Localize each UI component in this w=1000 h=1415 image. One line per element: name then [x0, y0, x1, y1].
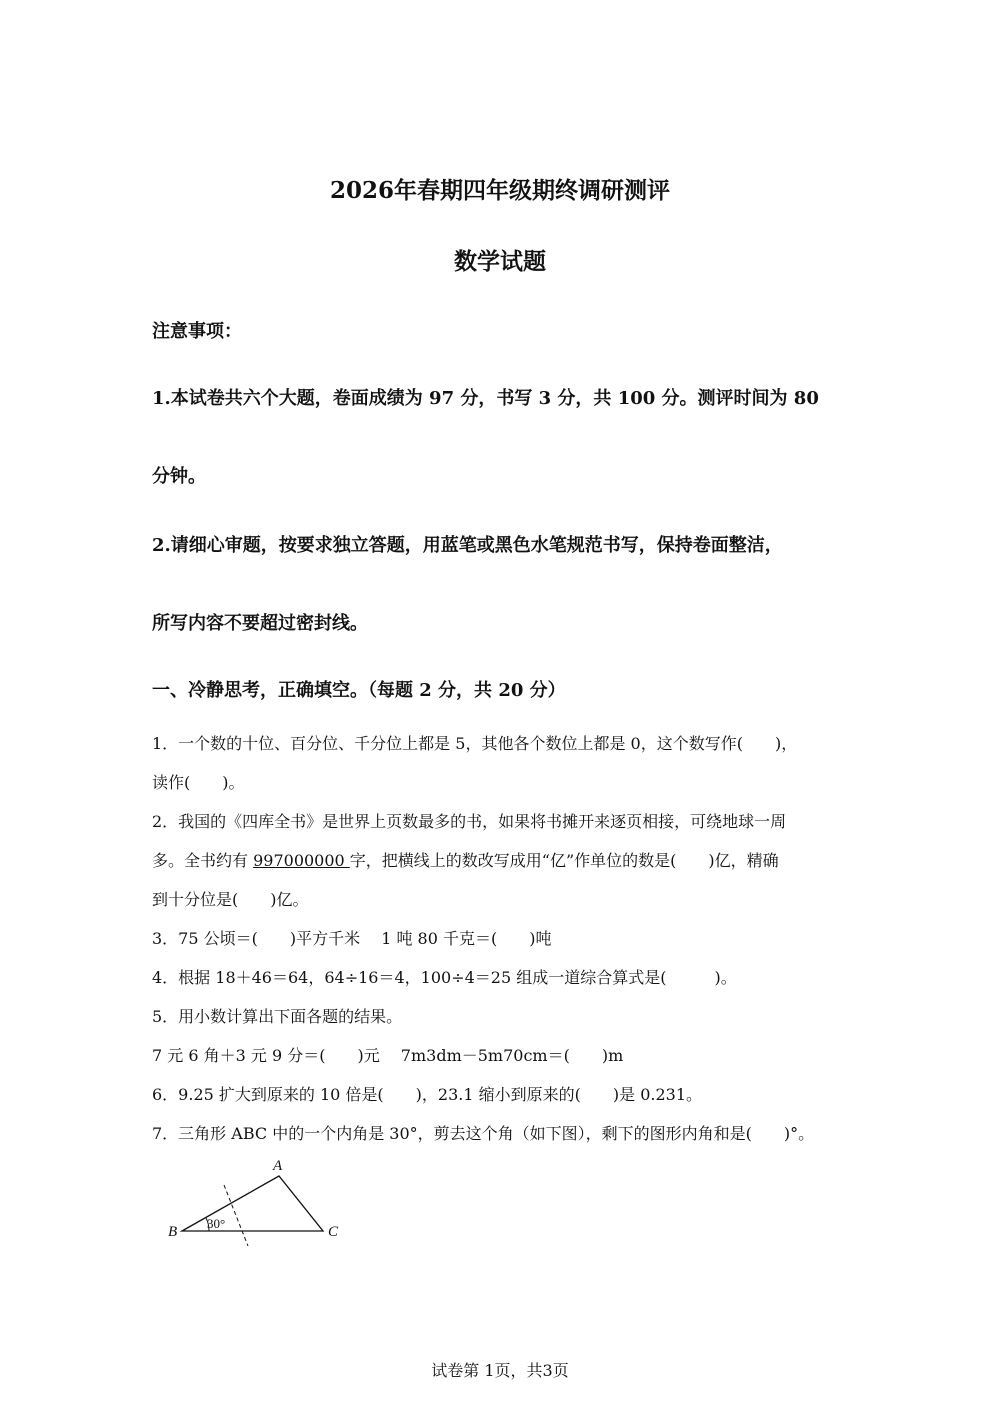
- triangle-figure: [160, 1152, 350, 1247]
- triangle-shape: [182, 1176, 323, 1231]
- question-2-line-1: 2．我国的《四库全书》是世界上页数最多的书，如果将书摊开来逐页相接，可绕地球一周: [152, 812, 787, 831]
- question-7: 7．三角形 ABC 中的一个内角是 30°，剪去这个角（如下图），剩下的图形内角和是( )°。: [152, 1124, 815, 1143]
- vertex-label-b: B: [168, 1224, 178, 1240]
- cut-line: [224, 1185, 248, 1246]
- question-4: 4．根据 18＋46＝64，64÷16＝4，100÷4＝25 组成一道综合算式是( )。: [152, 968, 737, 987]
- notice-item-2-line-1: 2.请细心审题，按要求独立答题，用蓝笔或黑色水笔规范书写，保持卷面整洁，: [152, 535, 783, 556]
- question-5: 5．用小数计算出下面各题的结果。: [152, 1007, 403, 1026]
- notice-item-2-line-2: 所写内容不要超过密封线。: [152, 613, 368, 634]
- question-2-line-2: [152, 848, 779, 871]
- notice-item-1-line-2: 分钟。: [152, 466, 206, 487]
- question-3: 3．75 公顷＝( )平方千米 1 吨 80 千克＝( )吨: [152, 929, 552, 948]
- question-5-items: 7 元 6 角＋3 元 9 分＝( )元 7m3dm－5m70cm＝( )m: [152, 1046, 624, 1065]
- page-title: 2026年春期四年级期终调研测评: [329, 177, 670, 204]
- section-1-heading: 一、冷静思考，正确填空。（每题 2 分，共 20 分）: [152, 680, 566, 701]
- vertex-label-c: C: [328, 1224, 339, 1240]
- question-2-line-2-post: 字，把横线上的数改写成用“亿”作单位的数是( )亿，精确: [349, 851, 779, 870]
- angle-label: 30°: [207, 1216, 226, 1231]
- question-1-line-2: 读作( )。: [152, 773, 245, 792]
- question-1-line-1: 1．一个数的十位、百分位、千分位上都是 5，其他各个数位上都是 0，这个数写作( )，: [152, 734, 798, 753]
- question-2-line-3: 到十分位是( )亿。: [152, 890, 309, 909]
- vertex-label-a: A: [273, 1158, 283, 1174]
- page-subtitle: 数学试题: [454, 248, 546, 275]
- question-2-underlined-number: 997000000: [253, 851, 350, 870]
- notice-heading: 注意事项：: [152, 321, 242, 342]
- page-footer: 试卷第 1页，共3页: [431, 1361, 569, 1380]
- notice-item-1-line-1: 1.本试卷共六个大题，卷面成绩为 97 分，书写 3 分，共 100 分。测评时间为 80: [152, 388, 819, 409]
- question-2-line-2-pre: 多。全书约有: [152, 851, 254, 870]
- question-6: 6．9.25 扩大到原来的 10 倍是( )，23.1 缩小到原来的( )是 0.231。: [152, 1085, 702, 1104]
